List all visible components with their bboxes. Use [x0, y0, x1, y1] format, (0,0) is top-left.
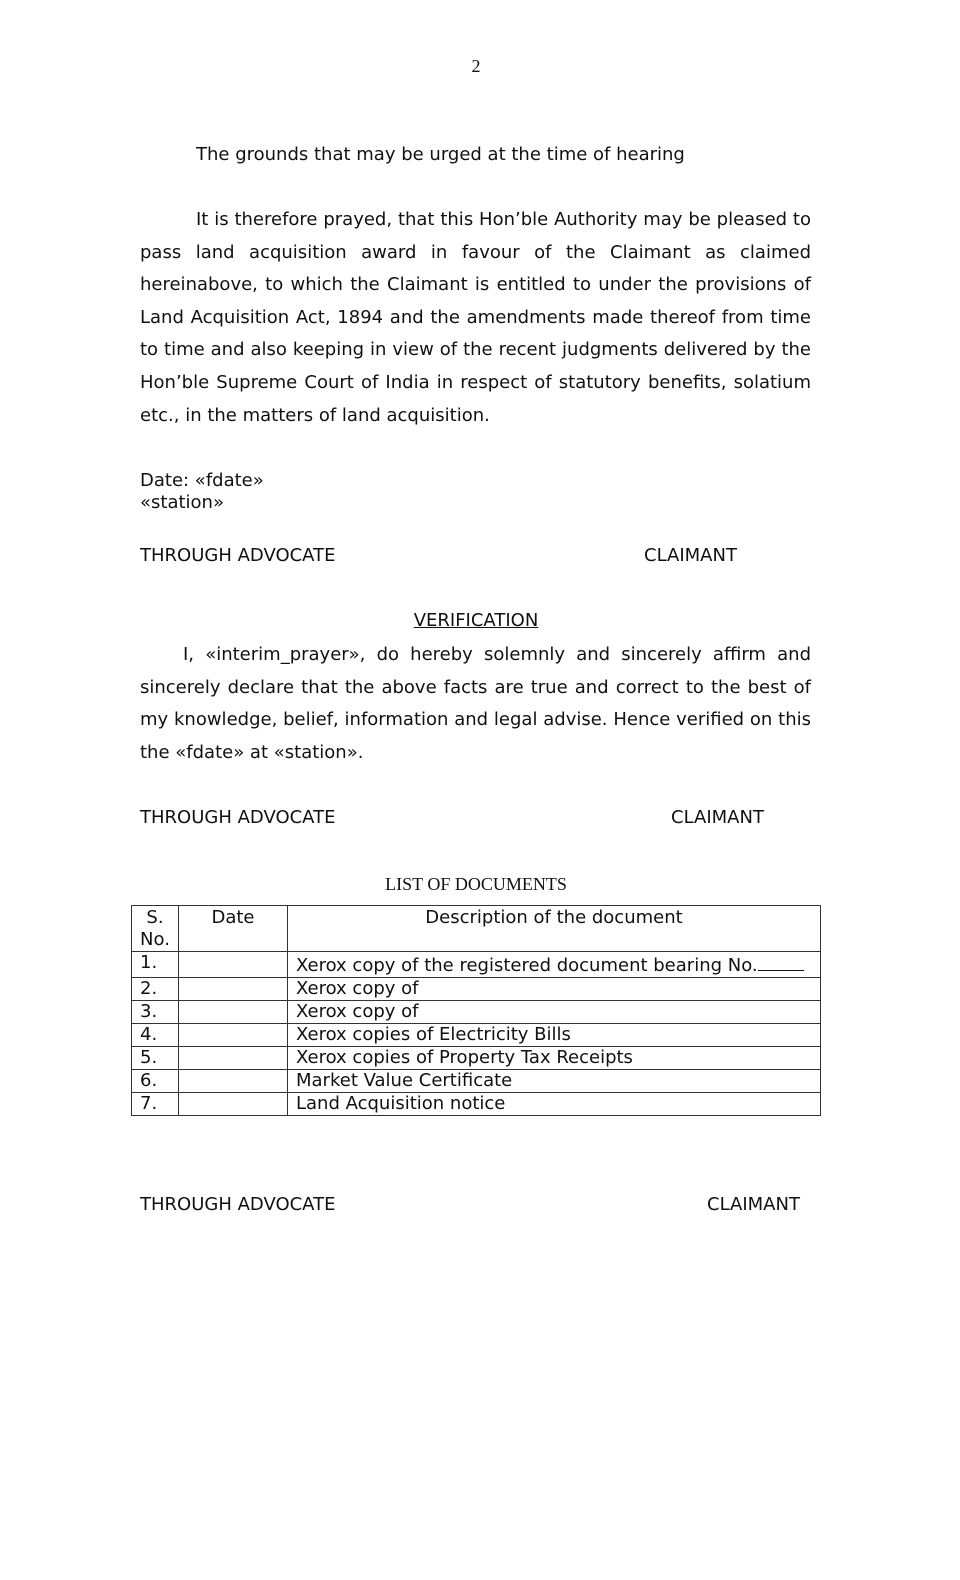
row-description: Xerox copy of [288, 1001, 821, 1024]
row-description: Xerox copies of Electricity Bills [288, 1024, 821, 1047]
row-date [179, 1070, 288, 1093]
date-block [140, 470, 264, 514]
row-sno: 4. [132, 1024, 179, 1047]
row-sno: 6. [132, 1070, 179, 1093]
header-description: Description of the document [288, 906, 821, 952]
row-description: Land Acquisition notice [288, 1093, 821, 1116]
header-sno: S.No. [132, 906, 179, 952]
row-sno: 5. [132, 1047, 179, 1070]
row-description [288, 952, 821, 978]
signature-right-3: CLAIMANT [707, 1194, 800, 1215]
list-of-documents-title: LIST OF DOCUMENTS [385, 874, 567, 894]
row-date [179, 1001, 288, 1024]
page-number: 2 [471, 56, 481, 76]
row-sno: 7. [132, 1093, 179, 1116]
row-date [179, 978, 288, 1001]
table-row [132, 1093, 821, 1116]
grounds-line: The grounds that may be urged at the time of hearing [196, 144, 685, 165]
header-date: Date [179, 906, 288, 952]
row-description-text: Xerox copy of the registered document bearing No. [296, 955, 758, 976]
row-date [179, 1047, 288, 1070]
table-header-row [132, 906, 821, 952]
signature-left-3: THROUGH ADVOCATE [140, 1194, 336, 1215]
verification-paragraph: I, «interim_prayer», do hereby solemnly and sincerely affirm and sincerely declare that the above facts are true and correct to the best of my knowledge, belief, information and legal advise. Hence verified on this the «fdate» at «station». [140, 644, 811, 763]
row-date [179, 952, 288, 978]
row-description: Xerox copies of Property Tax Receipts [288, 1047, 821, 1070]
row-sno: 3. [132, 1001, 179, 1024]
table-row [132, 1024, 821, 1047]
row-date [179, 1093, 288, 1116]
verification-title: VERIFICATION [413, 610, 539, 631]
signature-left-2: THROUGH ADVOCATE [140, 807, 336, 828]
blank-fill-line [758, 952, 804, 971]
table-row [132, 1047, 821, 1070]
documents-table [131, 905, 821, 1116]
table-row [132, 952, 821, 978]
row-date [179, 1024, 288, 1047]
station-line: «station» [140, 492, 224, 513]
table-row [132, 978, 821, 1001]
table-row [132, 1001, 821, 1024]
signature-right-2: CLAIMANT [671, 807, 764, 828]
signature-right-1: CLAIMANT [644, 545, 737, 566]
row-sno: 1. [132, 952, 179, 978]
signature-left-1: THROUGH ADVOCATE [140, 545, 336, 566]
row-description: Market Value Certificate [288, 1070, 821, 1093]
row-description: Xerox copy of [288, 978, 821, 1001]
date-line: Date: «fdate» [140, 470, 264, 491]
row-sno: 2. [132, 978, 179, 1001]
table-row [132, 1070, 821, 1093]
prayer-paragraph: It is therefore prayed, that this Hon’ble Authority may be pleased to pass land acquisition award in favour of the Claimant as claimed hereinabove, to which the Claimant is entitled to under the provisions of Land Acquisition Act, 1894 and the amendments made thereof from time to time and also keeping in view of the recent judgments delivered by the Hon’ble Supreme Court of India in respect of statutory benefits, solatium etc., in the matters of land acquisition. [140, 209, 811, 426]
